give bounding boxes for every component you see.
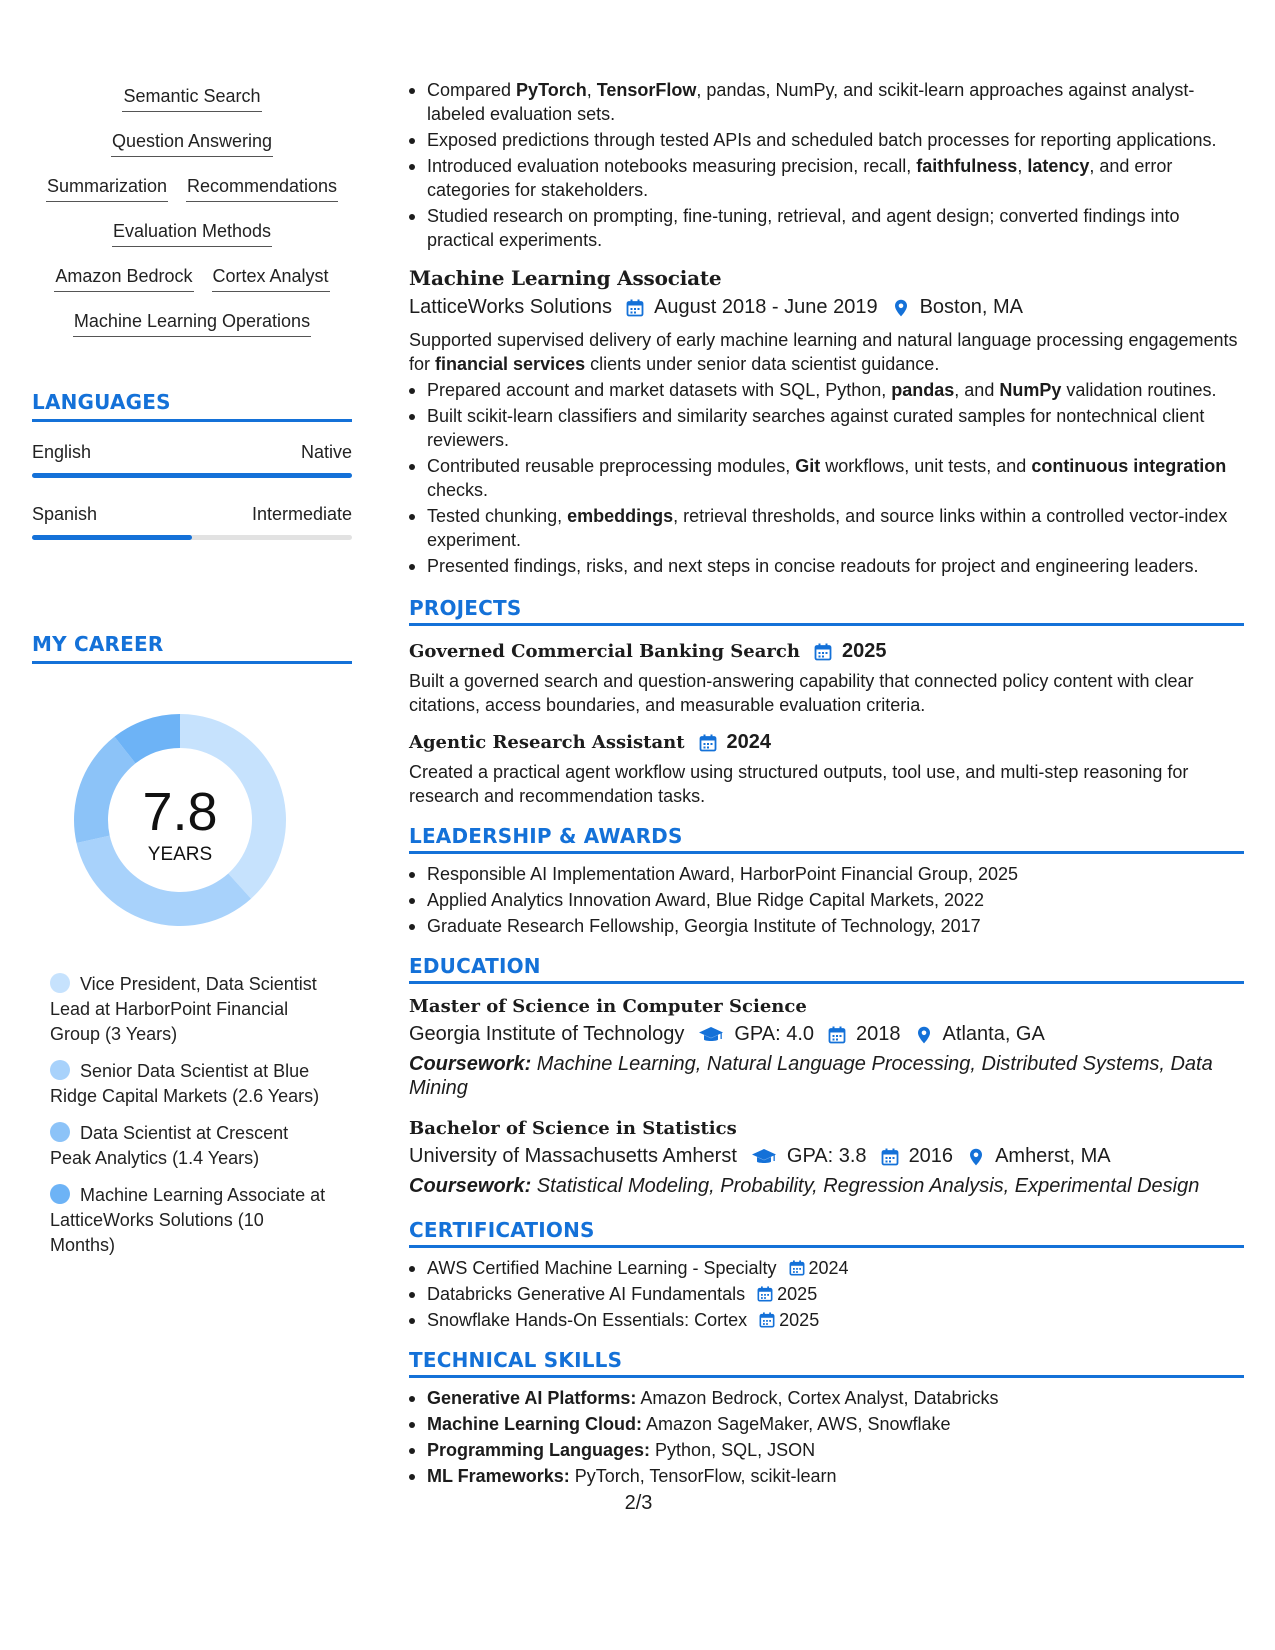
certification-name: Snowflake Hands-On Essentials: Cortex [427, 1310, 748, 1330]
skill-item [409, 1412, 1244, 1436]
coursework-label: Coursework: [409, 1053, 532, 1075]
skills-list [409, 1386, 1244, 1488]
skill-tag: Amazon Bedrock [54, 264, 193, 292]
coursework-list: Machine Learning, Natural Language Processing, Distributed Systems, Data Mining [409, 1053, 1213, 1099]
school-name: University of Massachusetts Amherst [409, 1145, 737, 1167]
graduation-cap-icon [698, 1026, 724, 1044]
career-legend-dot [50, 973, 70, 993]
bullet-item: Studied research on prompting, fine-tuning, retrieval, and agent design; converted findings into practical experiments. [409, 204, 1244, 252]
bullet-item: Tested chunking, embeddings, retrieval thresholds, and source links within a controlled vector-index experiment. [409, 504, 1244, 552]
career-legend-label: Data Scientist at Crescent Peak Analytics (1.4 Years) [50, 1123, 289, 1168]
bullet-item: Introduced evaluation notebooks measuring precision, recall, faithfulness, latency, and error categories for stakeholders. [409, 154, 1244, 202]
award-item: Graduate Research Fellowship, Georgia Institute of Technology, 2017 [409, 914, 1244, 938]
language-item [32, 442, 352, 478]
project-title: Governed Commercial Banking Search [409, 641, 800, 662]
career-heading: MY CAREER [32, 632, 352, 664]
career-legend-label: Vice President, Data Scientist Lead at HarborPoint Financial Group (3 Years) [50, 974, 317, 1044]
calendar-icon [881, 1148, 899, 1166]
language-proficiency-bar [32, 473, 352, 478]
skill-tag-row [32, 309, 352, 354]
skill-values: Python, SQL, JSON [650, 1440, 816, 1460]
skill-tag: Evaluation Methods [112, 219, 272, 247]
leadership-list [409, 862, 1244, 938]
award-item: Responsible AI Implementation Award, HarborPoint Financial Group, 2025 [409, 862, 1244, 886]
job-title: Machine Learning Associate [409, 266, 722, 290]
graduation-year: 2016 [908, 1145, 954, 1167]
career-legend-item [50, 1183, 330, 1258]
school-location: Atlanta, GA [942, 1023, 1045, 1045]
school-location: Amherst, MA [995, 1145, 1111, 1167]
language-proficiency-fill [32, 535, 192, 540]
page-number: 2/3 [624, 1492, 653, 1514]
career-section [32, 632, 352, 1270]
skill-category: Generative AI Platforms: [427, 1388, 637, 1408]
career-legend-item [50, 1121, 330, 1171]
sidebar [32, 84, 352, 1255]
calendar-icon [789, 1260, 805, 1276]
certification-year: 2025 [777, 1284, 818, 1304]
project-description: Created a practical agent workflow using structured outputs, tool use, and multi-step reasoning for research and recommendation tasks. [409, 762, 1189, 806]
bullet-item: Prepared account and market datasets with SQL, Python, pandas, and NumPy validation routines. [409, 378, 1244, 402]
gpa: GPA: 4.0 [734, 1023, 815, 1045]
language-name: English [32, 442, 92, 462]
skill-tag: Question Answering [111, 129, 273, 157]
skill-tag-row [32, 129, 352, 174]
skill-category: Programming Languages: [427, 1440, 651, 1460]
skill-tag-row [32, 174, 352, 219]
certification-name: Databricks Generative AI Fundamentals [427, 1284, 746, 1304]
calendar-icon [828, 1026, 846, 1044]
certification-line [427, 1282, 817, 1306]
certifications-list [409, 1256, 1244, 1332]
skill-item [409, 1464, 1244, 1488]
education-meta [409, 1023, 1244, 1046]
language-proficiency-fill [32, 473, 352, 478]
coursework [409, 1174, 1244, 1198]
career-legend-label: Machine Learning Associate at LatticeWorks Solutions (10 Months) [50, 1185, 326, 1255]
calendar-icon [759, 1312, 775, 1328]
skill-tag: Machine Learning Operations [73, 309, 311, 337]
certifications-heading: CERTIFICATIONS [409, 1218, 1244, 1248]
project-description: Built a governed search and question-answering capability that connected policy content with clear citations, access boundaries, and measurable evaluation criteria. [409, 671, 1194, 715]
skill-tag: Recommendations [186, 174, 338, 202]
languages-list [32, 442, 352, 540]
graduation-cap-icon [751, 1148, 777, 1166]
location-pin-icon [915, 1026, 933, 1044]
skill-item [409, 1438, 1244, 1462]
bullet-item: Contributed reusable preprocessing modules, Git workflows, unit tests, and continuous integration checks. [409, 454, 1244, 502]
language-line [32, 442, 352, 463]
certification-item [409, 1308, 1244, 1332]
bullet-item: Compared PyTorch, TensorFlow, pandas, NumPy, and scikit-learn approaches against analyst-labeled evaluation sets. [409, 78, 1244, 126]
certification-item [409, 1256, 1244, 1280]
certification-name: AWS Certified Machine Learning - Specialty [427, 1258, 777, 1278]
project-year: 2024 [726, 731, 772, 753]
main-column [409, 78, 1244, 1490]
career-legend-item [50, 1059, 330, 1109]
gpa: GPA: 3.8 [786, 1145, 867, 1167]
graduation-year: 2018 [856, 1023, 901, 1045]
skill-values: PyTorch, TensorFlow, scikit-learn [569, 1466, 837, 1486]
calendar-icon [626, 299, 644, 317]
projects-heading: PROJECTS [409, 596, 1244, 626]
languages-section [32, 390, 352, 540]
skill-category: Machine Learning Cloud: [427, 1414, 643, 1434]
career-legend-dot [50, 1060, 70, 1080]
job-summary: Supported supervised delivery of early machine learning and natural language processing engagements for financial services clients under senior data scientist guidance. [409, 330, 1238, 374]
career-legend-dot [50, 1122, 70, 1142]
job-dates: August 2018 - June 2019 [654, 296, 878, 318]
skill-category: ML Frameworks: [427, 1466, 570, 1486]
coursework-list: Statistical Modeling, Probability, Regression Analysis, Experimental Design [531, 1175, 1200, 1197]
language-level: Native [300, 442, 352, 462]
education-list [409, 996, 1244, 1198]
certification-year: 2025 [779, 1310, 820, 1330]
degree-title: Master of Science in Computer Science [409, 996, 807, 1017]
skill-tag-row [32, 264, 352, 309]
skill-tag: Cortex Analyst [212, 264, 330, 292]
calendar-icon [814, 643, 832, 661]
project-year: 2025 [841, 640, 887, 662]
school-name: Georgia Institute of Technology [409, 1023, 685, 1045]
previous-job-bullets [409, 78, 1244, 252]
calendar-icon [757, 1286, 773, 1302]
bullet-item: Exposed predictions through tested APIs and scheduled batch processes for reporting applications. [409, 128, 1244, 152]
career-legend-item [50, 972, 330, 1047]
bullet-item: Built scikit-learn classifiers and similarity searches against curated samples for nontechnical client reviewers. [409, 404, 1244, 452]
project-title-row [409, 640, 1244, 663]
education-meta [409, 1145, 1244, 1168]
certification-line [427, 1308, 819, 1332]
skill-tag: Semantic Search [122, 84, 261, 112]
certification-line [427, 1256, 849, 1280]
award-item: Applied Analytics Innovation Award, Blue Ridge Capital Markets, 2022 [409, 888, 1244, 912]
job-meta [409, 296, 1244, 319]
bullet-item: Presented findings, risks, and next steps in concise readouts for project and engineering leaders. [409, 554, 1244, 578]
career-total-years: 7.8 [142, 782, 218, 842]
career-donut-chart [64, 704, 296, 936]
certification-year: 2024 [808, 1258, 849, 1278]
skills-heading: TECHNICAL SKILLS [409, 1348, 1244, 1378]
language-name: Spanish [32, 504, 98, 524]
coursework [409, 1052, 1244, 1100]
project-title-row [409, 731, 1244, 754]
degree-title: Bachelor of Science in Statistics [409, 1118, 737, 1139]
location-pin-icon [967, 1148, 985, 1166]
coursework-label: Coursework: [409, 1175, 532, 1197]
skill-values: Amazon SageMaker, AWS, Snowflake [642, 1414, 951, 1434]
career-legend-dot [50, 1184, 70, 1204]
certification-item [409, 1282, 1244, 1306]
career-total-unit: YEARS [147, 844, 213, 865]
skill-tags [32, 84, 352, 354]
job-bullets [409, 378, 1244, 578]
project-title: Agentic Research Assistant [409, 732, 685, 753]
language-proficiency-bar [32, 535, 352, 540]
leadership-heading: LEADERSHIP & AWARDS [409, 824, 1244, 854]
job-location: Boston, MA [919, 296, 1023, 318]
languages-heading: LANGUAGES [32, 390, 352, 422]
skill-tag-row [32, 219, 352, 264]
language-item [32, 504, 352, 540]
calendar-icon [699, 734, 717, 752]
language-level: Intermediate [251, 504, 352, 524]
career-legend [50, 972, 330, 1258]
projects-list [409, 640, 1244, 808]
skill-values: Amazon Bedrock, Cortex Analyst, Databricks [636, 1388, 999, 1408]
skill-tag: Summarization [46, 174, 168, 202]
job-company: LatticeWorks Solutions [409, 296, 613, 318]
education-heading: EDUCATION [409, 954, 1244, 984]
language-line [32, 504, 352, 525]
location-pin-icon [892, 299, 910, 317]
career-legend-label: Senior Data Scientist at Blue Ridge Capital Markets (2.6 Years) [50, 1061, 320, 1106]
skill-item [409, 1386, 1244, 1410]
skill-tag-row [32, 84, 352, 129]
